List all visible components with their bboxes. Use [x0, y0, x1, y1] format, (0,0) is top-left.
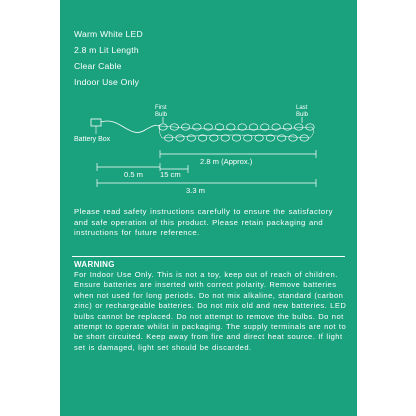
bulb — [238, 124, 246, 130]
lead-length-label: 0.5 m — [124, 170, 143, 179]
bulb-wire — [159, 126, 313, 138]
spec-line-use: Indoor Use Only — [74, 77, 140, 87]
bulb — [278, 135, 286, 141]
last-bulb-label-line1: Last — [296, 105, 308, 111]
bulb — [283, 124, 291, 130]
bulb — [289, 135, 297, 141]
bulb — [181, 124, 189, 130]
warning-text: For Indoor Use Only. This is not a toy, keep out of reach of children. Ensure batteries are inserted with correct polarity. Remove batteries when not used for long periods. Do not mix alkaline, standard (carbon zinc) or rechargeable batteries. Do not mix old and new batteries. LED bulbs cannot be replaced. Do not attempt to remove the bulbs. Do not attempt to operate whilst in packaging. The supply terminals are not to be short circuited. Keep away from fire and direct heat source. If light set is damaged, light set should be discarded. — [74, 270, 347, 352]
gap-length-label: 15 cm — [160, 170, 181, 179]
bulb — [249, 124, 257, 130]
battery-box-icon — [91, 119, 101, 126]
total-length-label: 3.3 m — [186, 186, 205, 195]
bulb — [165, 135, 173, 141]
bulb — [176, 135, 184, 141]
bulb — [193, 124, 201, 130]
packaging-panel — [60, 0, 357, 416]
bulb — [232, 135, 240, 141]
last-bulb-label-line2: Bulb — [296, 112, 309, 118]
last-bulb-label — [296, 105, 309, 118]
first-bulb-label-line1: First — [155, 105, 167, 111]
bulb — [227, 124, 235, 130]
warning-title: WARNING — [74, 260, 115, 269]
spec-line-cable: Clear Cable — [74, 61, 122, 71]
battery-box-label: Battery Box — [74, 136, 111, 143]
spec-line-led: Warm White LED — [74, 29, 143, 39]
spec-line-length: 2.8 m Lit Length — [74, 45, 139, 55]
safety-instructions: Please read safety instructions carefully to ensure the satisfactory and safe operation of this product. Please retain packaging and instructions for future reference. — [74, 207, 333, 238]
bulb — [295, 124, 303, 130]
bulb-chain — [159, 124, 314, 141]
bulb — [159, 124, 167, 130]
bulb — [221, 135, 229, 141]
first-bulb-label-line2: Bulb — [155, 112, 168, 118]
bulb — [210, 135, 218, 141]
diagram-drawing — [60, 96, 357, 200]
first-bulb-label — [155, 105, 168, 118]
lead-cable — [101, 121, 160, 132]
light-set-diagram — [60, 96, 357, 200]
bulb — [255, 135, 263, 141]
bulb — [244, 135, 252, 141]
section-divider — [72, 256, 345, 257]
lit-length-label: 2.8 m (Approx.) — [200, 157, 253, 166]
